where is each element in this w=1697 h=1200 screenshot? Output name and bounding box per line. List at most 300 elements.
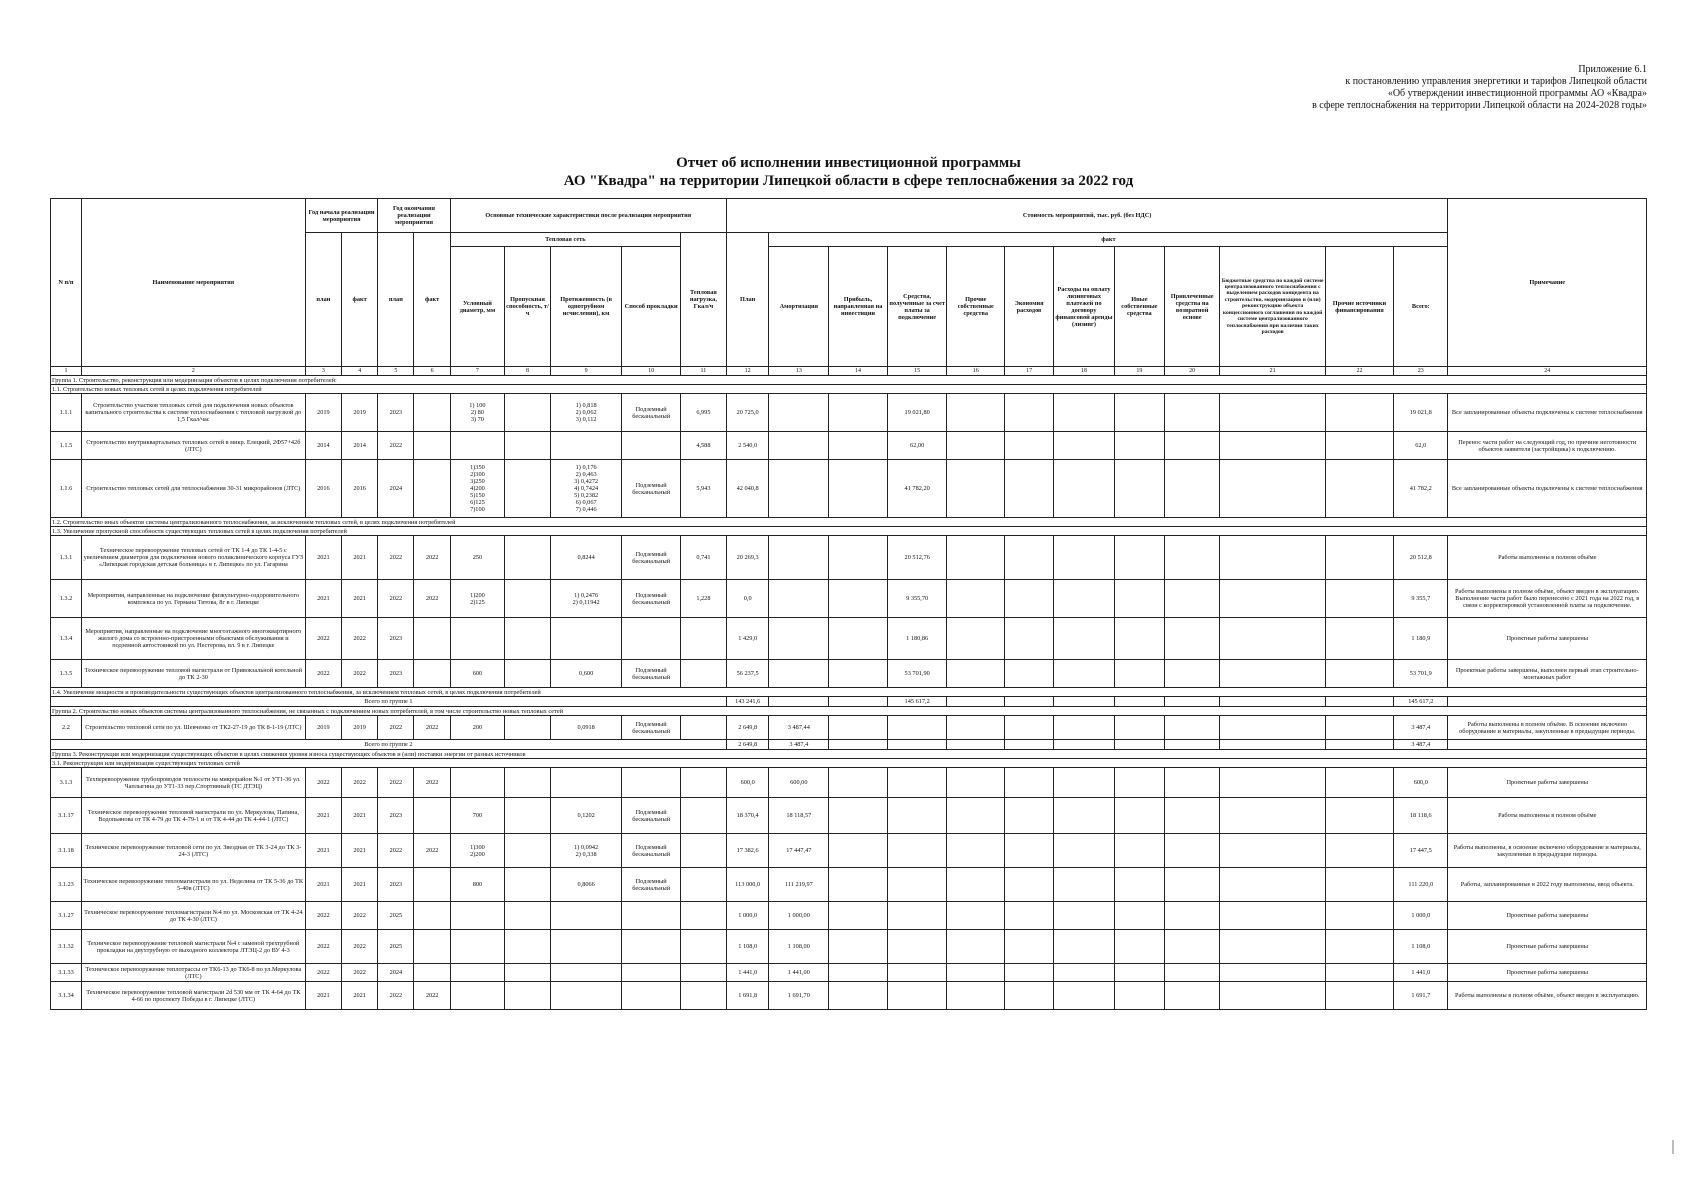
- cell-empty: [1054, 740, 1115, 750]
- cell-start-plan: 2022: [305, 902, 341, 930]
- cell-empty: [1325, 798, 1393, 834]
- cell-end-plan: 2022: [378, 768, 414, 798]
- cell-amort: 600,00: [769, 768, 829, 798]
- cell-end-fact: [414, 868, 450, 902]
- cell-name: Техническое перевооружение тепломагистрали №4 по ул. Московская от ТК 4-24 до ТК 4-30 (ЛТС): [81, 902, 305, 930]
- cell-empty: [1054, 716, 1115, 740]
- cell-empty: [1220, 768, 1326, 798]
- cell-end-fact: 2022: [414, 716, 450, 740]
- cell-note: Работы выполнены в полном объёме. В освоение включено оборудование и материалы, закупленные в предыдущие периоды.: [1448, 716, 1647, 740]
- column-number: 1: [51, 367, 82, 376]
- table-row: [51, 868, 1647, 902]
- cell-name: Строительство внутриквартальных тепловых сетей в микр. Елецкий, 2Ф57+42б (ЛТС): [81, 432, 305, 460]
- cell-diameter: [450, 618, 504, 660]
- total-plan: 2 649,8: [726, 740, 769, 750]
- header-end-plan: план: [378, 233, 414, 367]
- cell-empty: [1005, 697, 1054, 707]
- header-budget: Бюджетные средства по каждой системе централизованного теплоснабжения с выделением расходов концедента на строительство, модернизацию и (или) реконструкцию объекта концессионного соглашения по каждой системе централизованного теплоснабжения при наличии таких расходов: [1220, 247, 1326, 367]
- cell-name: Техническое перевооружение теплотрассы от ТК6-13 до ТК6-8 по ул.Меркулова (ЛТС): [81, 964, 305, 982]
- cell-load: [680, 868, 726, 902]
- cell-empty: [1164, 394, 1219, 432]
- cell-empty: [1114, 768, 1164, 798]
- cell-laying: Подземный бесканальный: [622, 660, 681, 688]
- cell-total: 17 447,5: [1394, 834, 1448, 868]
- cell-empty: [947, 580, 1005, 618]
- total-label: Всего по группе 1: [51, 697, 727, 707]
- cell-empty: [1005, 964, 1054, 982]
- cell-number: 3.1.23: [51, 868, 82, 902]
- cell-note: Работы выполнены в полном объёме, объект введен в эксплуатацию. Выполнение части работ было перенесено с 2021 года на 2022 год, в связи с корректировкой установленной платы за подключение.: [1448, 580, 1647, 618]
- cell-note: Работы выполнены, в освоение включено оборудование и материалы, закупленные в предыдущие периоды.: [1448, 834, 1647, 868]
- cell-note: Проектные работы завершены: [1448, 964, 1647, 982]
- header-own: Прочие собственные средства: [947, 247, 1005, 367]
- cell-empty: [1325, 716, 1393, 740]
- cell-empty: [1054, 798, 1115, 834]
- cell-length: 1) 0,818 2) 0,062 3) 0,112: [550, 394, 621, 432]
- cell-note: Проектные работы завершены: [1448, 930, 1647, 964]
- cell-empty: [1325, 580, 1393, 618]
- cell-end-plan: 2025: [378, 930, 414, 964]
- column-number: 17: [1005, 367, 1054, 376]
- cell-start-fact: 2021: [342, 982, 378, 1010]
- cell-start-fact: 2021: [342, 536, 378, 580]
- cell-empty: [1054, 432, 1115, 460]
- cell-end-plan: 2022: [378, 982, 414, 1010]
- cell-load: [680, 930, 726, 964]
- cell-load: [680, 964, 726, 982]
- section-row: [51, 518, 1647, 527]
- header-amort: Амортизация: [769, 247, 829, 367]
- cell-note: Проектные работы завершены, выполнен первый этап строительно-монтажных работ: [1448, 660, 1647, 688]
- cell-amort: 18 118,57: [769, 798, 829, 834]
- cell-amort: [769, 618, 829, 660]
- cell-conn-fee: [887, 868, 947, 902]
- cell-end-fact: [414, 460, 450, 518]
- cell-note: Проектные работы завершены: [1448, 618, 1647, 660]
- cell-capacity: [505, 868, 551, 902]
- cell-length: 0,600: [550, 660, 621, 688]
- cell-diameter: [450, 930, 504, 964]
- cell-empty: [1164, 930, 1219, 964]
- cell-empty: [1220, 580, 1326, 618]
- cell-end-fact: 2022: [414, 536, 450, 580]
- cell-number: 1.1.6: [51, 460, 82, 518]
- cell-empty: [1220, 618, 1326, 660]
- header-conn-fee: Средства, полученные за счет платы за подключение: [887, 247, 947, 367]
- section-row: [51, 707, 1647, 716]
- cell-start-fact: 2021: [342, 834, 378, 868]
- cell-load: [680, 660, 726, 688]
- cell-profit: [829, 964, 888, 982]
- cell-empty: [1164, 964, 1219, 982]
- cell-diameter: 600: [450, 660, 504, 688]
- total-conn-fee: [887, 740, 947, 750]
- column-number: 22: [1325, 367, 1393, 376]
- cell-start-plan: 2019: [305, 394, 341, 432]
- cell-plan: 1 691,8: [726, 982, 769, 1010]
- cell-capacity: [505, 580, 551, 618]
- cell-empty: [947, 982, 1005, 1010]
- cell-end-fact: [414, 964, 450, 982]
- cell-empty: [1114, 618, 1164, 660]
- cell-note: Все запланированные объекты подключены к системе теплоснабжения: [1448, 460, 1647, 518]
- cell-capacity: [505, 394, 551, 432]
- column-number: 15: [887, 367, 947, 376]
- cell-start-plan: 2021: [305, 536, 341, 580]
- column-number: 2: [81, 367, 305, 376]
- cell-empty: [1054, 868, 1115, 902]
- cell-empty: [1164, 740, 1219, 750]
- cell-empty: [1164, 580, 1219, 618]
- appendix-line-2: к постановлению управления энергетики и тарифов Липецкой области: [1345, 76, 1647, 87]
- cell-laying: Подземный бесканальный: [622, 868, 681, 902]
- cell-empty: [1054, 834, 1115, 868]
- cell-empty: [1054, 394, 1115, 432]
- cell-conn-fee: 62,00: [887, 432, 947, 460]
- cell-total: 1 441,0: [1394, 964, 1448, 982]
- cell-empty: [1054, 660, 1115, 688]
- cell-empty: [1448, 740, 1647, 750]
- cell-empty: [947, 660, 1005, 688]
- cell-empty: [1220, 964, 1326, 982]
- cell-empty: [1220, 394, 1326, 432]
- cell-diameter: 1)200 2)125: [450, 580, 504, 618]
- cell-capacity: [505, 768, 551, 798]
- cell-load: [680, 834, 726, 868]
- table-row: [51, 768, 1647, 798]
- cell-name: Техническое перевооружение тепловой магистрали от Привокзальной котельной до ТК 2-30: [81, 660, 305, 688]
- cell-start-fact: 2021: [342, 798, 378, 834]
- cell-capacity: [505, 618, 551, 660]
- cell-empty: [1325, 394, 1393, 432]
- cell-end-plan: 2023: [378, 660, 414, 688]
- cell-empty: [947, 868, 1005, 902]
- cell-plan: 1 000,0: [726, 902, 769, 930]
- cell-number: 1.3.4: [51, 618, 82, 660]
- cell-empty: [1005, 868, 1054, 902]
- cell-conn-fee: [887, 798, 947, 834]
- cell-name: Строительство тепловых сетей для теплоснабжения 30-31 микрорайонов (ЛТС): [81, 460, 305, 518]
- cell-plan: 2 540,0: [726, 432, 769, 460]
- cell-diameter: 1)350 2)300 3)250 4)200 5)150 6)125 7)100: [450, 460, 504, 518]
- cell-length: [550, 982, 621, 1010]
- cell-empty: [1325, 618, 1393, 660]
- cell-name: Техническое перевооружение тепловых сетей от ТК 1-4 до ТК 1-4-5 с увеличением диаметров для подключения нового поликлинического корпуса ГУЗ «Липецкая городская детская больница» в г. Липецке» по ул. Гагарина: [81, 536, 305, 580]
- cell-empty: [1005, 930, 1054, 964]
- column-number: 4: [342, 367, 378, 376]
- cell-length: 0,1202: [550, 798, 621, 834]
- table-row: [51, 716, 1647, 740]
- cell-number: 1.3.2: [51, 580, 82, 618]
- cell-start-plan: 2021: [305, 580, 341, 618]
- table-row: [51, 964, 1647, 982]
- cell-total: 41 782,2: [1394, 460, 1448, 518]
- cell-empty: [947, 834, 1005, 868]
- column-number: 21: [1220, 367, 1326, 376]
- header-economy: Экономия расходов: [1005, 247, 1054, 367]
- column-number: 16: [947, 367, 1005, 376]
- cell-diameter: [450, 902, 504, 930]
- cell-end-fact: [414, 394, 450, 432]
- section-title: Группа 1. Строительство, реконструкция или модернизация объектов в целях подключения потребителей:: [51, 376, 1647, 385]
- cell-empty: [1220, 930, 1326, 964]
- cell-end-plan: 2022: [378, 536, 414, 580]
- cell-conn-fee: 19 021,80: [887, 394, 947, 432]
- cell-profit: [829, 768, 888, 798]
- cell-empty: [1164, 982, 1219, 1010]
- cell-conn-fee: 1 180,86: [887, 618, 947, 660]
- header-note: Примечание: [1448, 199, 1647, 367]
- column-number: 5: [378, 367, 414, 376]
- cell-diameter: 200: [450, 716, 504, 740]
- cell-empty: [1220, 834, 1326, 868]
- cell-empty: [1220, 902, 1326, 930]
- cell-diameter: [450, 964, 504, 982]
- cell-empty: [947, 697, 1005, 707]
- cell-empty: [1325, 460, 1393, 518]
- cell-empty: [1114, 460, 1164, 518]
- header-cost: Стоимость мероприятий, тыс. руб. (без НДС): [726, 199, 1448, 233]
- cell-total: 62,0: [1394, 432, 1448, 460]
- cell-end-fact: 2022: [414, 834, 450, 868]
- cell-start-plan: 2022: [305, 618, 341, 660]
- total-sum: 145 617,2: [1394, 697, 1448, 707]
- cell-laying: [622, 982, 681, 1010]
- cell-end-plan: 2023: [378, 618, 414, 660]
- cell-diameter: [450, 982, 504, 1010]
- cell-diameter: 700: [450, 798, 504, 834]
- cell-start-plan: 2022: [305, 768, 341, 798]
- cell-empty: [947, 716, 1005, 740]
- column-number: 14: [829, 367, 888, 376]
- cell-plan: 56 237,5: [726, 660, 769, 688]
- cell-empty: [1164, 798, 1219, 834]
- cell-number: 3.1.34: [51, 982, 82, 1010]
- appendix-line-4: в сфере теплоснабжения на территории Липецкой области на 2024-2028 годы»: [1312, 100, 1647, 111]
- cell-empty: [1054, 964, 1115, 982]
- cell-amort: 1 000,00: [769, 902, 829, 930]
- cell-capacity: [505, 798, 551, 834]
- cell-note: Перенос части работ на следующий год, по причине неготовности объектов заявителя (застройщика) к подключению.: [1448, 432, 1647, 460]
- cell-note: Все запланированные объекты подключены к системе теплоснабжения: [1448, 394, 1647, 432]
- cell-empty: [1114, 868, 1164, 902]
- cell-note: Проектные работы завершены: [1448, 902, 1647, 930]
- cell-name: Строительство участков тепловых сетей для подключения новых объектов капитального строительства к системе теплоснабжения с тепловой нагрузкой до 1,5 Гкал/час: [81, 394, 305, 432]
- cell-total: 53 701,9: [1394, 660, 1448, 688]
- cell-profit: [829, 834, 888, 868]
- cell-profit: [829, 716, 888, 740]
- cell-empty: [947, 930, 1005, 964]
- header-start-plan: план: [305, 233, 341, 367]
- cell-start-fact: 2021: [342, 580, 378, 618]
- cell-capacity: [505, 660, 551, 688]
- header-capacity: Пропускная способность, т/ч: [505, 247, 551, 367]
- cell-empty: [1114, 902, 1164, 930]
- table-row: [51, 834, 1647, 868]
- header-start-fact: факт: [342, 233, 378, 367]
- cell-end-plan: 2022: [378, 834, 414, 868]
- header-heat-net: Тепловая сеть: [450, 233, 680, 247]
- header-total: Всего:: [1394, 247, 1448, 367]
- column-number: 19: [1114, 367, 1164, 376]
- cell-total: 1 108,0: [1394, 930, 1448, 964]
- cell-empty: [1114, 982, 1164, 1010]
- cell-start-fact: 2014: [342, 432, 378, 460]
- cell-laying: Подземный бесканальный: [622, 580, 681, 618]
- cell-empty: [1114, 740, 1164, 750]
- cell-empty: [1325, 697, 1393, 707]
- cell-total: 1 180,9: [1394, 618, 1448, 660]
- cell-conn-fee: 9 355,70: [887, 580, 947, 618]
- cell-total: 19 021,8: [1394, 394, 1448, 432]
- cell-start-fact: 2022: [342, 660, 378, 688]
- table-row: [51, 580, 1647, 618]
- cell-profit: [829, 982, 888, 1010]
- table-row: [51, 460, 1647, 518]
- cell-total: 1 691,7: [1394, 982, 1448, 1010]
- cell-start-fact: 2022: [342, 618, 378, 660]
- cell-empty: [1325, 660, 1393, 688]
- cell-empty: [1005, 740, 1054, 750]
- cell-amort: 1 691,70: [769, 982, 829, 1010]
- cell-empty: [1164, 716, 1219, 740]
- cell-plan: 17 382,6: [726, 834, 769, 868]
- cell-empty: [1005, 394, 1054, 432]
- cell-end-plan: 2022: [378, 716, 414, 740]
- cell-conn-fee: 20 512,76: [887, 536, 947, 580]
- cell-empty: [947, 394, 1005, 432]
- cell-capacity: [505, 964, 551, 982]
- cell-empty: [1164, 834, 1219, 868]
- total-label: Всего по группе 2: [51, 740, 727, 750]
- cell-empty: [947, 618, 1005, 660]
- cell-amort: [769, 432, 829, 460]
- cell-amort: 1 441,00: [769, 964, 829, 982]
- cell-number: 1.1.1: [51, 394, 82, 432]
- cell-profit: [829, 460, 888, 518]
- table-row: [51, 660, 1647, 688]
- cell-total: 18 118,6: [1394, 798, 1448, 834]
- cell-load: [680, 798, 726, 834]
- cell-end-plan: 2022: [378, 432, 414, 460]
- header-end-year: Год окончания реализации мероприятия: [378, 199, 450, 233]
- cell-number: 2.2: [51, 716, 82, 740]
- total-conn-fee: 145 617,2: [887, 697, 947, 707]
- cell-empty: [1325, 902, 1393, 930]
- cell-conn-fee: [887, 716, 947, 740]
- cell-profit: [829, 618, 888, 660]
- column-number: 13: [769, 367, 829, 376]
- scan-edge-mark: [1672, 1140, 1674, 1154]
- section-row: [51, 688, 1647, 697]
- cell-conn-fee: [887, 964, 947, 982]
- cell-end-plan: 2023: [378, 394, 414, 432]
- cell-length: 0,8244: [550, 536, 621, 580]
- cell-load: [680, 716, 726, 740]
- cell-total: 9 355,7: [1394, 580, 1448, 618]
- cell-number: 3.1.27: [51, 902, 82, 930]
- cell-empty: [1220, 536, 1326, 580]
- cell-empty: [1114, 798, 1164, 834]
- table-body: [51, 376, 1647, 1010]
- cell-empty: [1114, 394, 1164, 432]
- cell-empty: [1054, 982, 1115, 1010]
- cell-empty: [1220, 798, 1326, 834]
- cell-empty: [1220, 697, 1326, 707]
- cell-empty: [1164, 536, 1219, 580]
- cell-load: 1,228: [680, 580, 726, 618]
- cell-empty: [1164, 697, 1219, 707]
- header-start-year: Год начала реализации мероприятия: [305, 199, 377, 233]
- cell-load: [680, 768, 726, 798]
- cell-laying: Подземный бесканальный: [622, 834, 681, 868]
- cell-empty: [1005, 798, 1054, 834]
- cell-plan: 1 429,0: [726, 618, 769, 660]
- cell-start-plan: 2022: [305, 930, 341, 964]
- cell-load: 4,588: [680, 432, 726, 460]
- cell-note: Проектные работы завершены: [1448, 768, 1647, 798]
- cell-length: [550, 618, 621, 660]
- cell-start-plan: 2021: [305, 982, 341, 1010]
- cell-profit: [829, 432, 888, 460]
- table-row: [51, 982, 1647, 1010]
- cell-length: [550, 768, 621, 798]
- appendix-line-3: «Об утверждении инвестиционной программы АО «Квадра»: [1387, 88, 1647, 99]
- column-number: 18: [1054, 367, 1115, 376]
- header-npp: N п/п: [51, 199, 82, 367]
- table-row: [51, 432, 1647, 460]
- cell-empty: [947, 964, 1005, 982]
- header-tech: Основные технические характеристики после реализации мероприятия: [450, 199, 726, 233]
- cell-empty: [1220, 982, 1326, 1010]
- section-title: Группа 3. Реконструкция или модернизация существующих объектов в целях снижения уровня износа существующих объектов и (или) поставки энергии от разных источников: [51, 750, 1647, 759]
- cell-number: 1.1.5: [51, 432, 82, 460]
- cell-length: 1) 0,0942 2) 0,338: [550, 834, 621, 868]
- cell-empty: [1164, 460, 1219, 518]
- cell-end-fact: [414, 432, 450, 460]
- cell-empty: [1220, 460, 1326, 518]
- cell-capacity: [505, 536, 551, 580]
- cell-start-fact: 2022: [342, 964, 378, 982]
- cell-name: Мероприятия, направленные на подключение многоэтажного многоквартирного жилого дома со встроенно-пристроенными объектами обслуживания и подземной автостоянкой по ул. Нестерова, вл. 9 в г. Липецке: [81, 618, 305, 660]
- cell-amort: 3 487,44: [769, 716, 829, 740]
- report-title-line-1: Отчет об исполнении инвестиционной программы: [676, 155, 1021, 171]
- cell-laying: Подземный бесканальный: [622, 716, 681, 740]
- cell-name: Строительство тепловой сети по ул. Шевченко от ТК2-27-19 до ТК 8-1-19 (ЛТС): [81, 716, 305, 740]
- cell-start-fact: 2022: [342, 902, 378, 930]
- header-returnable: Привлеченные средства на возвратной основе: [1164, 247, 1219, 367]
- cell-length: [550, 432, 621, 460]
- cell-total: 600,0: [1394, 768, 1448, 798]
- cell-conn-fee: [887, 902, 947, 930]
- cell-name: Техническое перевооружение тепловой сети по ул. Звездная от ТК 3-24 до ТК 3-24-3 (ЛТС): [81, 834, 305, 868]
- header-other-own: Иные собственные средства: [1114, 247, 1164, 367]
- cell-empty: [1164, 618, 1219, 660]
- cell-capacity: [505, 834, 551, 868]
- cell-empty: [1114, 432, 1164, 460]
- cell-length: [550, 964, 621, 982]
- cell-diameter: [450, 432, 504, 460]
- header-cost-fact: факт: [769, 233, 1448, 247]
- cell-conn-fee: [887, 834, 947, 868]
- header-profit: Прибыль, направленная на инвестиции: [829, 247, 888, 367]
- header-end-fact: факт: [414, 233, 450, 367]
- cell-note: Работы, запланированные в 2022 году выполнены, ввод объекта.: [1448, 868, 1647, 902]
- cell-plan: 42 040,8: [726, 460, 769, 518]
- cell-amort: [769, 580, 829, 618]
- cell-capacity: [505, 902, 551, 930]
- section-title: 1.4. Увеличение мощности и производительности существующих объектов централизованного теплоснабжения, за исключением тепловых сетей, в целях подключения потребителей: [51, 688, 1647, 697]
